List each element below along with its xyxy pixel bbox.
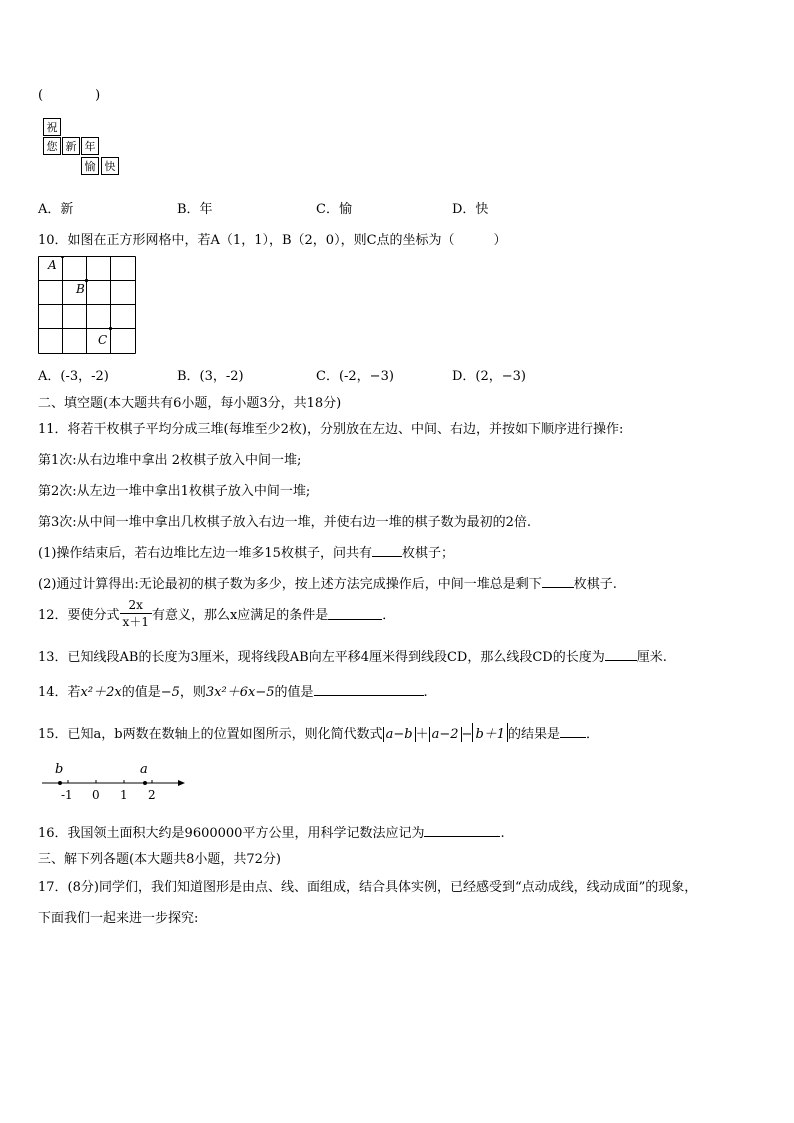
fraction: $\frac{2x}{x+1}$ — [120, 597, 152, 630]
option-a: A．(-3，-2) — [38, 369, 109, 384]
question-14: 14．若x²＋2x的值是−5，则3x²＋6x−5的值是 . — [38, 685, 428, 700]
cube-face: 愉 — [81, 157, 99, 175]
option-c: C．愉 — [316, 202, 352, 217]
question-13: 13．已知线段AB的长度为3厘米，现将线段AB向左平移4厘米得到线段CD，那么线段CD的长度为 厘米. — [38, 650, 667, 665]
cube-face: 新 — [62, 137, 80, 155]
coordinate-grid — [38, 256, 136, 354]
point-c — [109, 327, 112, 330]
point-a — [61, 256, 64, 258]
tick-label: 1 — [120, 788, 128, 802]
cube-face: 祝 — [43, 118, 61, 136]
point-b — [58, 781, 62, 785]
point-b — [85, 279, 88, 282]
question-11-step-2: 第2次:从左边一堆中拿出1枚棋子放入中间一堆; — [38, 484, 311, 499]
tick-label: 0 — [92, 788, 100, 802]
label-c: C — [98, 333, 108, 347]
question-15: 15．已知a，b两数在数轴上的位置如图所示，则化简代数式 a−b ＋ a−2 − b＋1 的结果是 ． — [38, 723, 599, 742]
answer-blank[interactable] — [314, 683, 424, 696]
tick-label: -1 — [61, 788, 73, 802]
answer-blank[interactable] — [560, 725, 586, 738]
label-b: B — [76, 282, 85, 296]
question-11-step-1: 第1次:从右边堆中拿出 2枚棋子放入中间一堆; — [38, 453, 302, 468]
answer-blank[interactable] — [542, 575, 574, 588]
answer-blank[interactable] — [328, 607, 382, 620]
option-a: A．新 — [38, 202, 74, 217]
answer-blank[interactable] — [372, 544, 402, 557]
axis-label-a: a — [140, 762, 148, 777]
cube-face: 快 — [101, 157, 119, 175]
option-b: B．年 — [177, 202, 213, 217]
cube-face: 年 — [81, 137, 99, 155]
question-11-step-3: 第3次:从中间一堆中拿出几枚棋子放入右边一堆，并使右边一堆的棋子数为最初的2倍. — [38, 515, 532, 530]
question-17-line-1: 17．(8分)同学们，我们知道图形是由点、线、面组成，结合具体实例，已经感受到“点动成线，线动成面”的现象， — [38, 880, 698, 895]
answer-blank[interactable] — [424, 824, 500, 837]
option-d: D．快 — [452, 202, 489, 217]
tick-label: 2 — [148, 788, 156, 802]
answer-blank[interactable] — [605, 648, 637, 661]
option-c: C．(-2，−3) — [316, 369, 394, 384]
number-line — [40, 762, 186, 804]
question-10-stem: 10．如图在正方形网格中，若A（1，1），B（2，0），则C点的坐标为（ ） — [38, 233, 507, 248]
option-d: D．(2，−3) — [452, 369, 527, 384]
section-heading: 三、解下列各题(本大题共8小题，共72分) — [38, 852, 281, 867]
cube-face: 您 — [43, 137, 61, 155]
question-12: 12．要使分式 $\frac{2x}{x+1}$ 有意义，那么x应满足的条件是 ． — [38, 598, 396, 629]
option-b: B．(3，-2) — [177, 369, 244, 384]
label-a: A — [48, 258, 57, 272]
point-a — [143, 781, 147, 785]
arrow-right-icon — [178, 780, 185, 786]
question-11-part-2: (2)通过计算得出:无论最初的棋子数为多少，按上述方法完成操作后，中间一堆总是剩下 枚棋子. — [38, 577, 617, 592]
question-16: 16．我国领土面积大约是9600000平方公里，用科学记数法应记为 . — [38, 826, 505, 841]
axis-label-b: b — [55, 762, 64, 777]
question-11-stem: 11．将若干枚棋子平均分成三堆(每堆至少2枚)，分别放在左边、中间、右边，并按如下顺序进行操作: — [38, 422, 624, 437]
question-11-part-1: (1)操作结束后，若右边堆比左边一堆多15枚棋子，问共有 枚棋子； — [38, 546, 454, 561]
question-17-line-2: 下面我们一起来进一步探究: — [38, 911, 199, 926]
section-heading: 二、填空题(本大题共有6小题，每小题3分，共18分) — [38, 396, 342, 411]
answer-paren: ( ) — [38, 88, 101, 103]
